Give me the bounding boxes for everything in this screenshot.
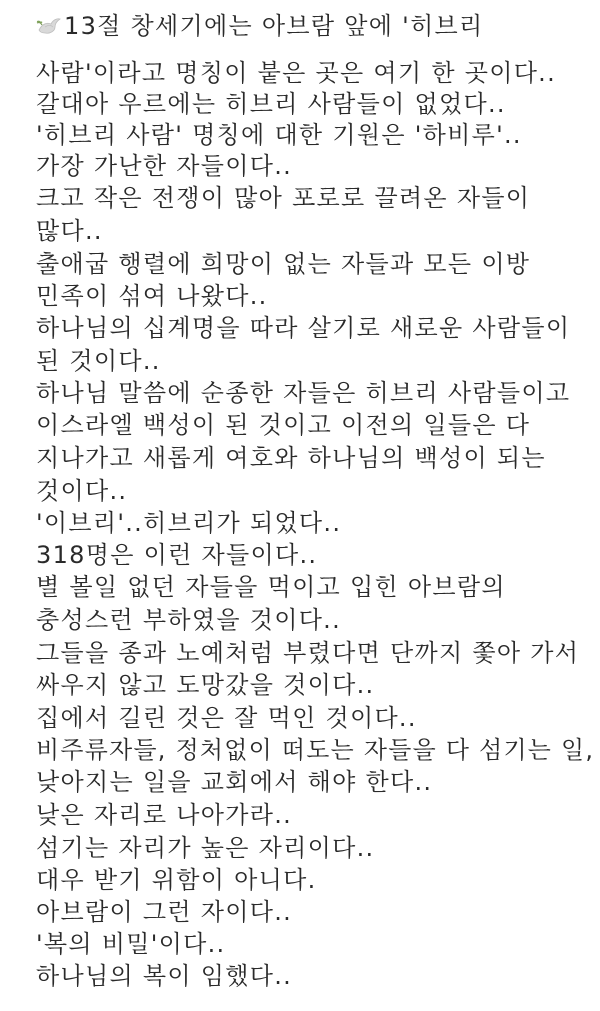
text-line-24: 낮아지는 일을 교회에서 해야 한다.. [36,768,433,796]
text-line-26: 섬기는 자리가 높은 자리이다.. [36,834,375,862]
text-line-22: 집에서 길린 것은 잘 먹인 것이다.. [36,704,417,732]
text-line-16: '이브리'..히브리가 되었다.. [36,509,342,537]
text-line-13: 이스라엘 백성이 된 것이고 이전의 일들은 다 [36,411,531,439]
text-line-29: '복의 비밀'이다.. [36,930,226,958]
text-line-10: 하나님의 십계명을 따라 살기로 새로운 사람들이 [36,314,571,342]
text-line-4: '히브리 사람' 명칭에 대한 기원은 '하비루'.. [36,121,522,149]
text-line-30: 하나님의 복이 임했다.. [36,962,293,990]
text-line-25: 낮은 자리로 나아가라.. [36,801,293,829]
text-line-12: 하나님 말씀에 순종한 자들은 히브리 사람들이고 [36,379,571,407]
text-line-11: 된 것이다.. [36,347,161,375]
text-line-20: 그들을 종과 노예처럼 부렸다면 단까지 쫓아 가서 [36,639,580,667]
text-line-8: 출애굽 행렬에 희망이 없는 자들과 모든 이방 [36,250,531,278]
text-line-21: 싸우지 않고 도망갔을 것이다.. [36,671,375,699]
text-line-7: 많다.. [36,217,103,245]
text-line-9: 민족이 섞여 나왔다.. [36,282,268,310]
text-line-6: 크고 작은 전쟁이 많아 포로로 끌려온 자들이 [36,184,531,212]
dove-icon [36,15,62,37]
text-line-14: 지나가고 새롭게 여호와 하나님의 백성이 되는 [36,444,546,472]
text-line-3: 갈대아 우르에는 히브리 사람들이 없었다.. [36,90,506,118]
text-line-28: 아브람이 그런 자이다.. [36,898,293,926]
text-line-19: 충성스런 부하였을 것이다.. [36,606,342,634]
text-line-1 [36,11,484,41]
text-line-27: 대우 받기 위함이 아니다. [36,866,317,894]
text-line-17: 318명은 이런 자들이다.. [36,541,318,569]
text-line-1-content: 13절 창세기에는 아브람 앞에 '히브리 [64,12,484,40]
text-line-2: 사람'이라고 명칭이 붙은 곳은 여기 한 곳이다.. [36,59,557,87]
text-line-18: 별 볼일 없던 자들을 먹이고 입힌 아브람의 [36,573,506,601]
text-line-5: 가장 가난한 자들이다.. [36,152,293,180]
text-line-23: 비주류자들, 정처없이 떠도는 자들을 다 섬기는 일, [36,736,595,764]
text-line-15: 것이다.. [36,477,128,505]
